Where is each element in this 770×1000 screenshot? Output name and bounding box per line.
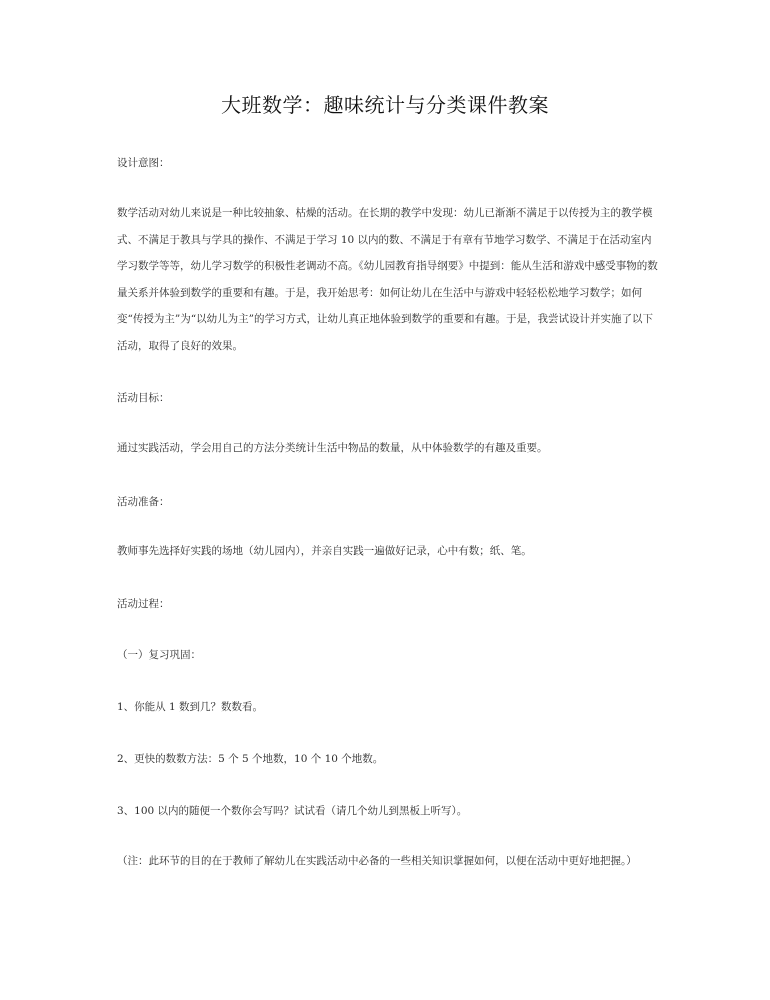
activity-preparation-heading: 活动准备： [117,496,170,508]
teacher-note: （注：此环节的目的在于教师了解幼儿在实践活动中必备的一些相关知识掌握如何，以便在活动中更好地把握。） [117,855,637,867]
activity-preparation-body: 教师事先选择好实践的场地（幼儿园内），并亲自实践一遍做好记录，心中有数；纸、笔。 [117,545,532,557]
review-step-heading: （一）复习巩固： [117,649,201,661]
activity-process-heading: 活动过程： [117,598,170,610]
document-title: 大班数学：趣味统计与分类课件教案 [221,93,549,117]
question-3: 3、100 以内的随便一个数你会写吗？试试看（请几个幼儿到黑板上听写）。 [117,805,468,817]
activity-goal-heading: 活动目标： [117,392,170,404]
design-intent-body: 数学活动对幼儿来说是一种比较抽象、枯燥的活动。在长期的教学中发现：幼儿已渐渐不满足于以传授为主的教学模式、不满足于教具与学具的操作、不满足于学习 10 以内的数、不满足于有章有节地学习数学、不满足于在活动室内学习数学等等，幼儿学习数学的积极性老调动不高。《幼儿园教育指导纲要》中提到：能从生活和游戏中感受事物的数量关系并体验到数学的重要和有趣。于是，我开始思考：如何让幼儿在生活中与游戏中轻轻松松地学习数学；如何变“传授为主”为“以幼儿为主”的学习方式，让幼儿真正地体验到数学的重要和有趣。于是，我尝试设计并实施了以下活动，取得了良好的效果。 [117,207,658,352]
question-1: 1、你能从 1 数到几？数数看。 [117,701,264,713]
question-2: 2、更快的数数方法：5 个 5 个地数，10 个 10 个地数。 [117,753,384,765]
activity-goal-body: 通过实践活动，学会用自己的方法分类统计生活中物品的数量，从中体验数学的有趣及重要。 [117,442,548,454]
design-intent-heading: 设计意图： [117,157,170,169]
